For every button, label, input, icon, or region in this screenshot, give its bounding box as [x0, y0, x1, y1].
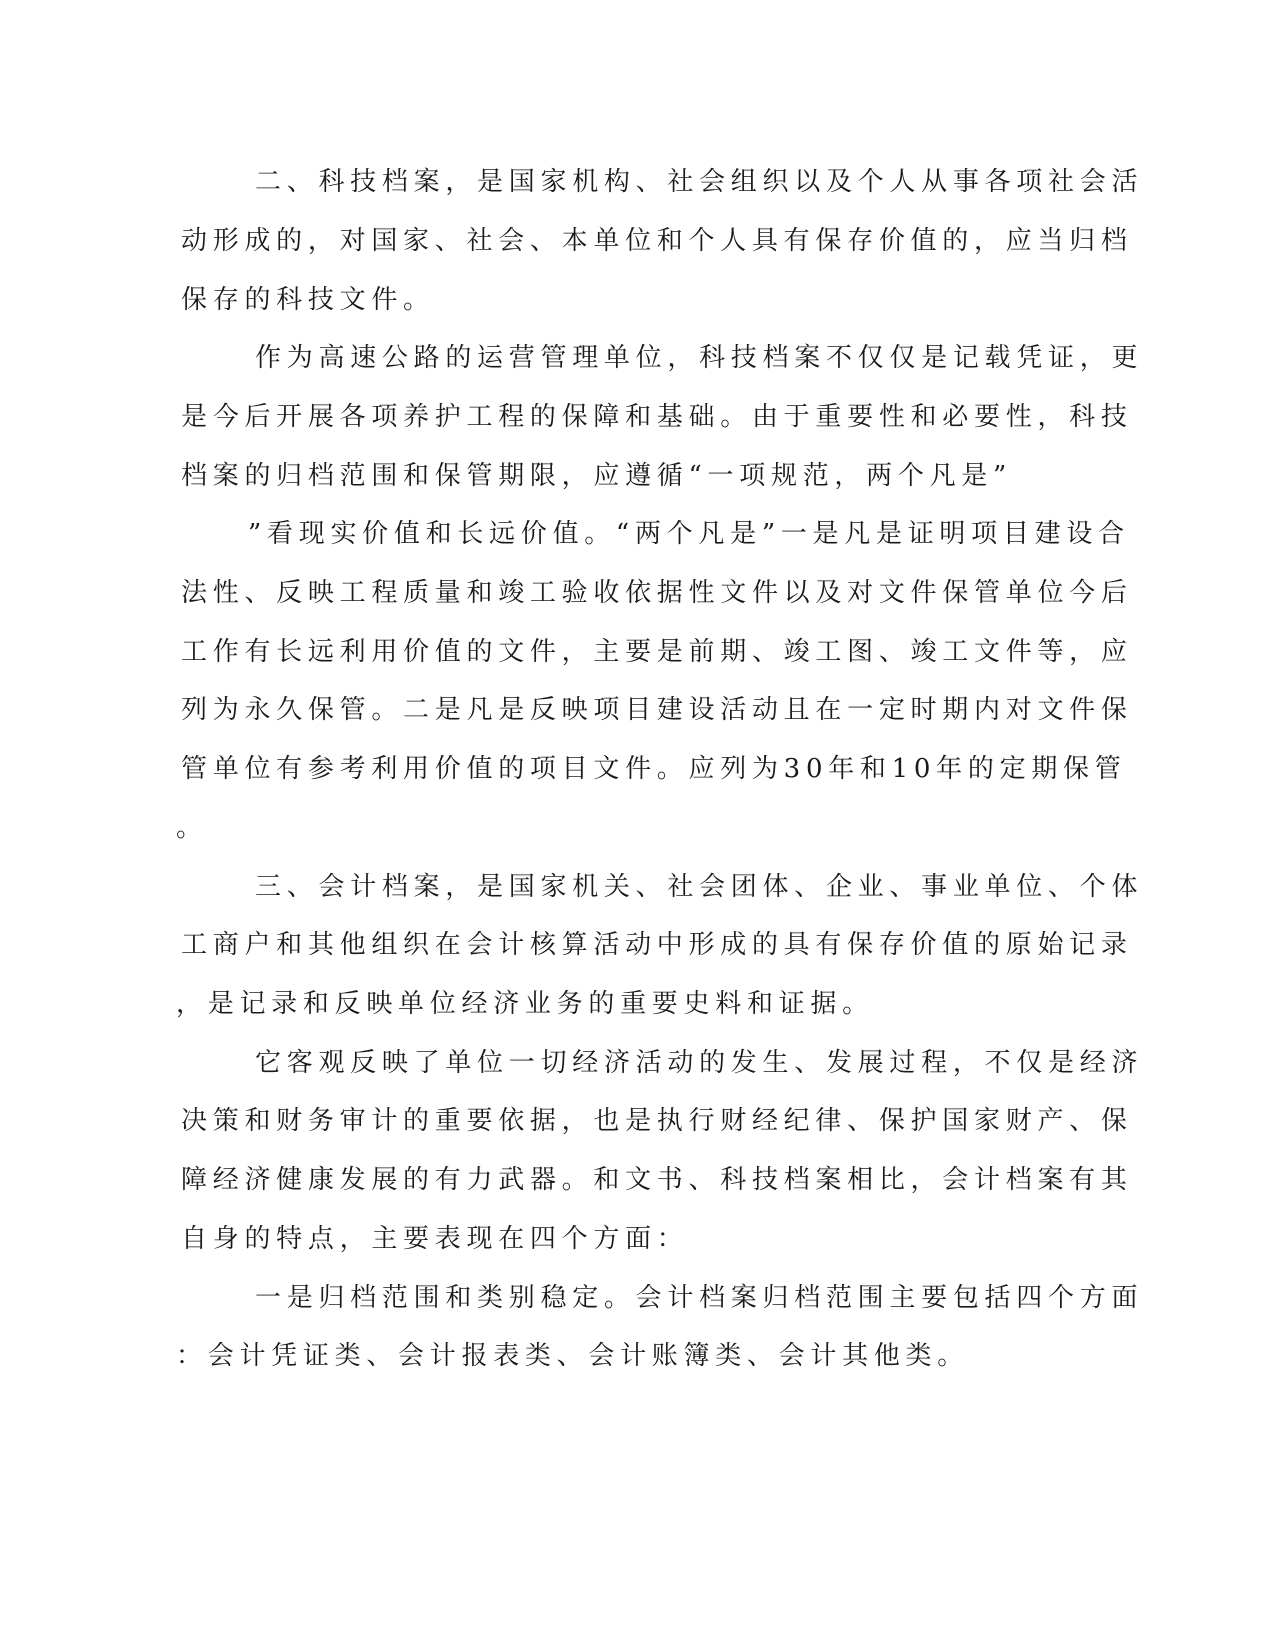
text-line: 是今后开展各项养护工程的保障和基础。由于重要性和必要性，科技 [181, 402, 1133, 432]
text-line: 列为永久保管。二是凡是反映项目建设活动且在一定时期内对文件保 [181, 695, 1133, 725]
text-line: ”看现实价值和长远价值。“两个凡是”一是凡是证明项目建设合 [248, 519, 1130, 549]
text-line: 法性、反映工程质量和竣工验收依据性文件以及对文件保管单位今后 [181, 578, 1133, 608]
text-line: 。 [176, 813, 208, 843]
text-line: 作为高速公路的运营管理单位，科技档案不仅仅是记载凭证，更 [255, 343, 1144, 373]
text-line: 决策和财务审计的重要依据，也是执行财经纪律、保护国家财产、保 [181, 1106, 1133, 1136]
text-line: 动形成的，对国家、社会、本单位和个人具有保存价值的，应当归档 [181, 226, 1133, 256]
text-line: 工作有长远利用价值的文件，主要是前期、竣工图、竣工文件等，应 [181, 637, 1133, 667]
text-line: 工商户和其他组织在会计核算活动中形成的具有保存价值的原始记录 [181, 930, 1133, 960]
text-line: 档案的归档范围和保管期限，应遵循“一项规范，两个凡是” [181, 461, 1013, 491]
text-line: 障经济健康发展的有力武器。和文书、科技档案相比，会计档案有其 [181, 1165, 1133, 1195]
text-line: 自身的特点，主要表现在四个方面： [181, 1224, 689, 1254]
text-line: 一是归档范围和类别稳定。会计档案归档范围主要包括四个方面 [255, 1283, 1144, 1313]
text-line: ：会计凭证类、会计报表类、会计账簿类、会计其他类。 [176, 1341, 970, 1371]
text-line: 保存的科技文件。 [181, 285, 435, 315]
text-line: 二、科技档案，是国家机构、社会组织以及个人从事各项社会活 [255, 167, 1144, 197]
text-line: 它客观反映了单位一切经济活动的发生、发展过程，不仅是经济 [255, 1048, 1144, 1078]
text-line: 管单位有参考利用价值的项目文件。应列为30年和10年的定期保管 [181, 754, 1127, 784]
text-line: ，是记录和反映单位经济业务的重要史料和证据。 [176, 989, 874, 1019]
text-line: 三、会计档案，是国家机关、社会团体、企业、事业单位、个体 [255, 872, 1144, 902]
